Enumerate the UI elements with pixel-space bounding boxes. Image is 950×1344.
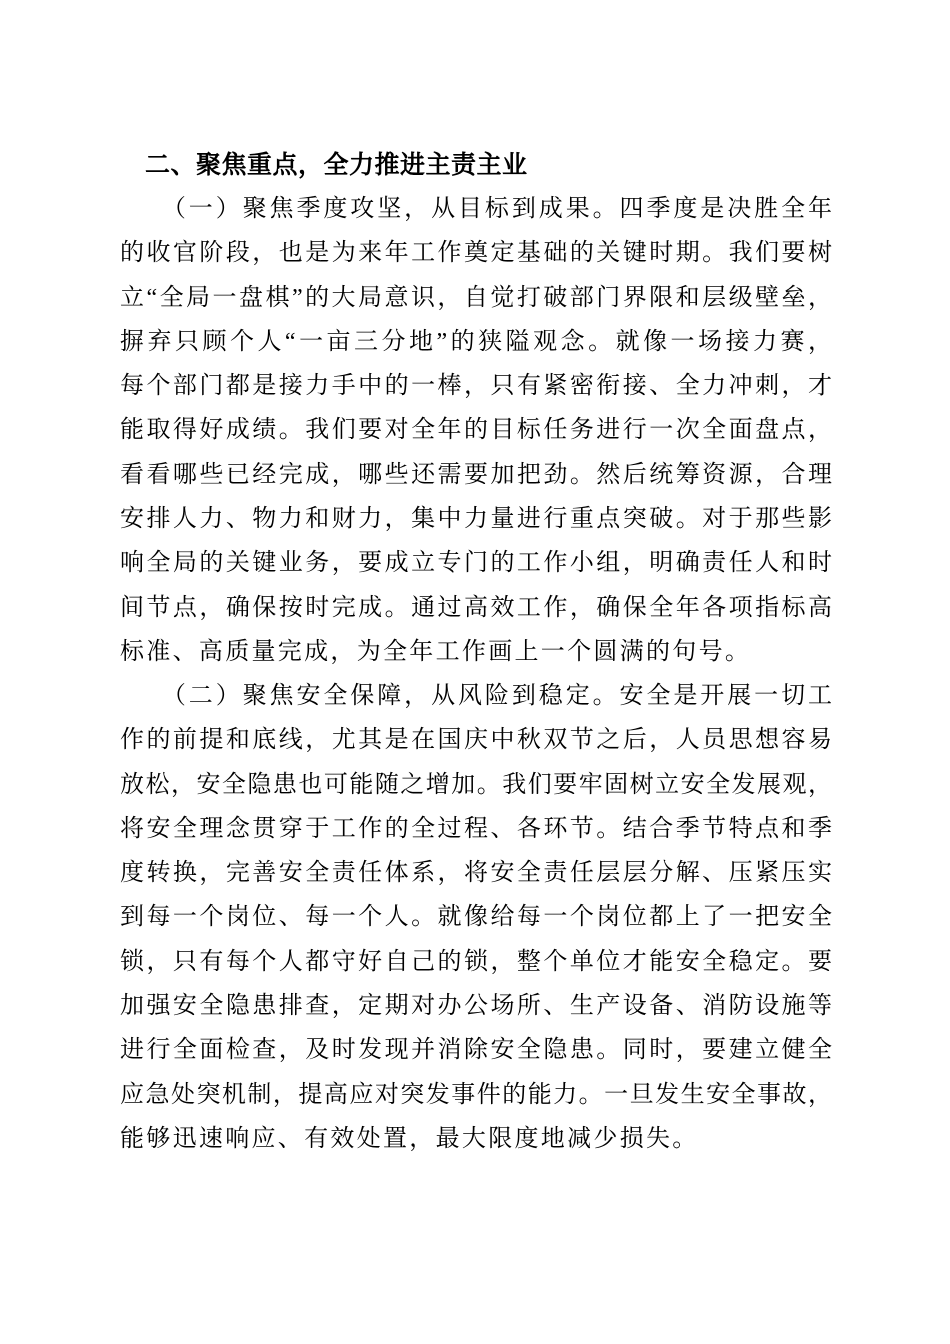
text-line: 间节点，确保按时完成。通过高效工作，确保全年各项指标高 (120, 594, 832, 621)
text-line: 的收官阶段，也是为来年工作奠定基础的关键时期。我们要树 (120, 240, 832, 267)
text-line: 能取得好成绩。我们要对全年的目标任务进行一次全面盘点， (120, 417, 832, 444)
text-line: （二）聚焦安全保障，从风险到稳定。安全是开展一切工 (120, 683, 832, 709)
text-line: 进行全面检查，及时发现并消除安全隐患。同时，要建立健全 (120, 1037, 832, 1064)
text-line: 作的前提和底线，尤其是在国庆中秋双节之后，人员思想容易 (120, 727, 832, 754)
text-line: 放松，安全隐患也可能随之增加。我们要牢固树立安全发展观， (120, 771, 832, 798)
text-line: 看看哪些已经完成，哪些还需要加把劲。然后统筹资源，合理 (120, 461, 832, 488)
paragraph-1 (120, 187, 832, 674)
text-line: 度转换，完善安全责任体系，将安全责任层层分解、压紧压实 (120, 860, 832, 887)
text-line: 到每一个岗位、每一个人。就像给每一个岗位都上了一把安全 (120, 904, 832, 931)
text-line: 应急处突机制，提高应对突发事件的能力。一旦发生安全事故， (120, 1081, 832, 1108)
text-line: 安排人力、物力和财力，集中力量进行重点突破。对于那些影 (120, 506, 832, 533)
section-heading: 二、聚焦重点，全力推进主责主业 (145, 151, 528, 179)
text-line: 标准、高质量完成，为全年工作画上一个圆满的句号。 (120, 638, 752, 665)
text-line: 摒弃只顾个人“一亩三分地”的狭隘观念。就像一场接力赛， (120, 328, 832, 355)
paragraph-2 (120, 674, 832, 1161)
text-line: （一）聚焦季度攻坚，从目标到成果。四季度是决胜全年 (120, 196, 832, 222)
text-line: 锁，只有每个人都守好自己的锁，整个单位才能安全稳定。要 (120, 948, 832, 975)
text-line: 将安全理念贯穿于工作的全过程、各环节。结合季节特点和季 (120, 815, 832, 842)
text-line: 立“全局一盘棋”的大局意识，自觉打破部门界限和层级壁垒， (120, 284, 832, 311)
text-line: 能够迅速响应、有效处置，最大限度地减少损失。 (120, 1125, 699, 1152)
text-line: 响全局的关键业务，要成立专门的工作小组，明确责任人和时 (120, 550, 832, 577)
text-line: 每个部门都是接力手中的一棒，只有紧密衔接、全力冲刺，才 (120, 373, 832, 400)
text-line: 加强安全隐患排查，定期对办公场所、生产设备、消防设施等 (120, 993, 832, 1020)
